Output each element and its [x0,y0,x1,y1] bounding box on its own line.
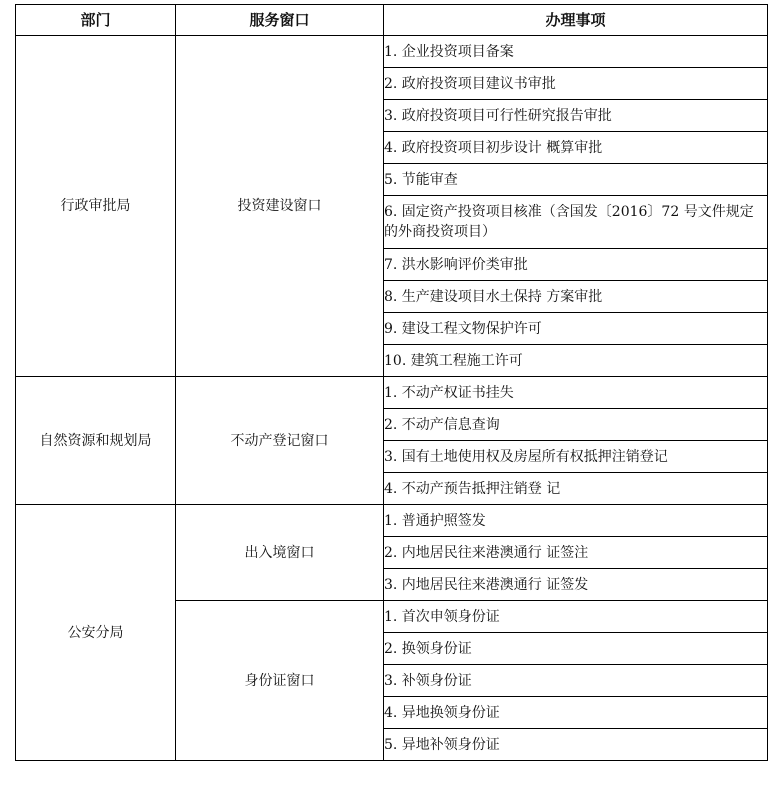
service-items-table [15,4,768,761]
table-row [16,377,768,409]
header-items: 办理事项 [384,5,768,36]
item-cell: 5. 异地补领身份证 [384,729,768,761]
table-header-row [16,5,768,36]
item-cell: 3. 内地居民往来港澳通行 证签发 [384,569,768,601]
item-cell: 6. 固定资产投资项目核准（含国发〔2016〕72 号文件规定的外商投资项目） [384,196,768,249]
item-cell: 4. 政府投资项目初步设计 概算审批 [384,132,768,164]
item-cell: 3. 政府投资项目可行性研究报告审批 [384,100,768,132]
window-cell: 身份证窗口 [176,601,384,761]
header-dept: 部门 [16,5,176,36]
item-cell: 1. 普通护照签发 [384,505,768,537]
dept-cell: 自然资源和规划局 [16,377,176,505]
dept-cell: 行政审批局 [16,36,176,377]
item-cell: 1. 首次申领身份证 [384,601,768,633]
item-cell: 1. 企业投资项目备案 [384,36,768,68]
item-cell: 2. 政府投资项目建议书审批 [384,68,768,100]
window-cell: 不动产登记窗口 [176,377,384,505]
item-cell: 2. 不动产信息查询 [384,409,768,441]
window-cell: 出入境窗口 [176,505,384,601]
item-cell: 10. 建筑工程施工许可 [384,345,768,377]
table-row [16,36,768,68]
table-row [16,505,768,537]
item-cell: 2. 换领身份证 [384,633,768,665]
item-cell: 2. 内地居民往来港澳通行 证签注 [384,537,768,569]
item-cell: 8. 生产建设项目水土保持 方案审批 [384,281,768,313]
item-cell: 4. 异地换领身份证 [384,697,768,729]
item-cell: 1. 不动产权证书挂失 [384,377,768,409]
item-cell: 7. 洪水影响评价类审批 [384,249,768,281]
header-window: 服务窗口 [176,5,384,36]
dept-cell: 公安分局 [16,505,176,761]
window-cell: 投资建设窗口 [176,36,384,377]
item-cell: 3. 补领身份证 [384,665,768,697]
item-cell: 3. 国有土地使用权及房屋所有权抵押注销登记 [384,441,768,473]
item-cell: 5. 节能审查 [384,164,768,196]
item-cell: 4. 不动产预告抵押注销登 记 [384,473,768,505]
item-cell: 9. 建设工程文物保护许可 [384,313,768,345]
